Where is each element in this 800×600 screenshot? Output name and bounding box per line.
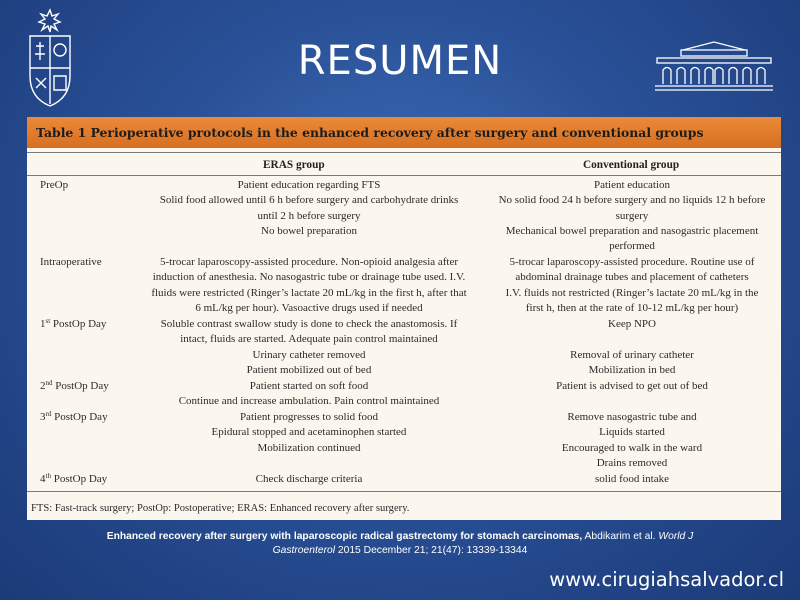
eras-cell: Check discharge criteria: [255, 473, 363, 485]
conventional-cell: Keep NPO Removal of urinary catheter Mobilization in bed: [570, 318, 694, 376]
citation-journal: World J: [658, 531, 694, 542]
protocol-table: [27, 117, 781, 520]
stage-label: 2nd PostOp Day: [40, 379, 109, 392]
col-header-conventional: Conventional group: [583, 159, 680, 171]
eras-cell: 5-trocar laparoscopy-assisted procedure. Non-opioid analgesia after induction of anesthesia. No nasogastric tube or drainage tube used. I.V. fluids were restricted (Ringer’s lactate 20 mL/kg in the first h, after that 6 mL/kg per hour). Vasoactive drugs used if needed: [151, 256, 467, 314]
citation-details: 2015 December 21; 21(47): 13339-13344: [335, 545, 528, 556]
conventional-cell: solid food intake: [595, 473, 669, 485]
eras-cell: Soluble contrast swallow study is done to check the anastomosis. If intact, fluids are started. Adequate pain control maintained Urinary catheter removed Patient mobilized out of bed: [160, 318, 458, 376]
website-url[interactable]: www.cirugiahsalvador.cl: [549, 568, 784, 591]
table-rule-top: [27, 152, 781, 153]
conventional-cell: 5-trocar laparoscopy-assisted procedure. Routine use of abdominal drainage tubes and placement of catheters I.V. fluids not restricted (Ringer’s lactate 20 mL/kg in the first h, then at the rate of 10-12 mL/kg per hour): [505, 256, 759, 314]
eras-cell: Patient education regarding FTS Solid food allowed until 6 h before surgery and carbohydrate drinks until 2 h before surgery No bowel preparation: [159, 179, 459, 237]
conventional-cell: Patient education No solid food 24 h before surgery and no liquids 12 h before surgery Mechanical bowel preparation and nasogastric placement performed: [498, 179, 766, 253]
stage-label: 1st PostOp Day: [40, 317, 107, 330]
stage-label: Intraoperative: [40, 256, 102, 268]
table-rule-bottom: [27, 491, 781, 492]
stage-label: 3rd PostOp Day: [40, 410, 108, 423]
conventional-cell: Remove nasogastric tube and Liquids started Encouraged to walk in the ward Drains removed: [561, 411, 703, 469]
conventional-cell: Patient is advised to get out of bed: [556, 380, 708, 392]
col-header-eras: ERAS group: [263, 159, 325, 171]
citation-authors: Abdikarim et al.: [582, 531, 659, 542]
citation-title: Enhanced recovery after surgery with laparoscopic radical gastrectomy for stomach carcinomas,: [106, 531, 583, 542]
citation: [0, 530, 800, 558]
table-footnote: FTS: Fast-track surgery; PostOp: Postoperative; ERAS: Enhanced recovery after surgery.: [31, 503, 410, 514]
slide-title: RESUMEN: [297, 38, 503, 84]
citation-journal-cont: Gastroenterol: [272, 545, 336, 556]
table-caption: Table 1 Perioperative protocols in the enhanced recovery after surgery and conventional groups: [27, 117, 781, 148]
table-rule-mid: [27, 175, 781, 176]
stage-label: PreOp: [40, 179, 69, 191]
stage-label: 4th PostOp Day: [40, 472, 108, 485]
eras-cell: Patient progresses to solid food Epidural stopped and acetaminophen started Mobilization continued: [211, 411, 407, 454]
eras-cell: Patient started on soft food Continue and increase ambulation. Pain control maintained: [178, 380, 440, 408]
